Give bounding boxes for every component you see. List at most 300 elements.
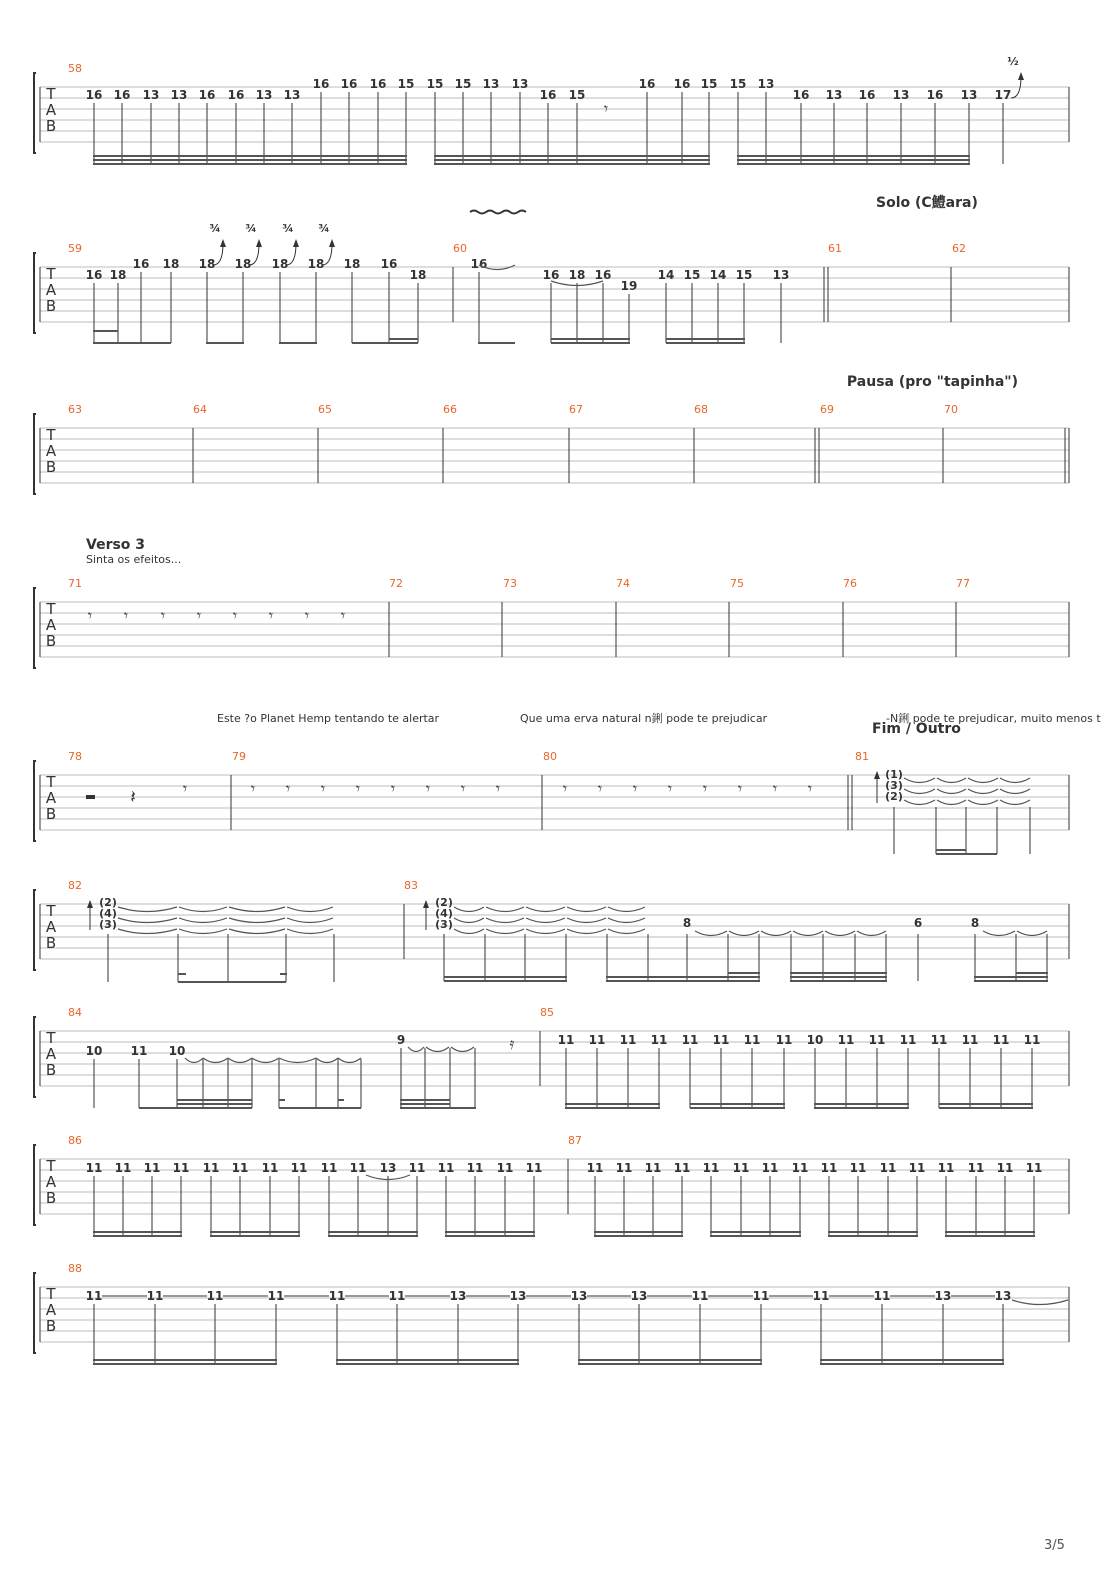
beam xyxy=(578,1363,762,1365)
measure-number: 65 xyxy=(318,403,332,416)
fret-number: 11 xyxy=(849,1161,867,1175)
tab-clef-a: A xyxy=(45,442,57,460)
tie xyxy=(118,929,177,934)
beam xyxy=(666,338,745,340)
tie xyxy=(937,778,966,783)
tie xyxy=(426,1047,449,1052)
fret-number: 13 xyxy=(283,88,301,102)
tie xyxy=(454,918,484,923)
fret-number: 16 xyxy=(380,257,398,271)
measure-number: 59 xyxy=(68,242,82,255)
tab-clef-b: B xyxy=(45,632,57,650)
tie xyxy=(904,778,935,783)
eighth-rest: 𝄾 xyxy=(632,779,638,798)
chord-fret: (3) xyxy=(885,779,903,792)
beam xyxy=(93,1231,182,1233)
fret-number: 11 xyxy=(349,1161,367,1175)
chord-fret: (4) xyxy=(435,907,453,920)
fret-number: 11 xyxy=(172,1161,190,1175)
beam xyxy=(93,155,407,157)
chord-fret: (3) xyxy=(435,918,453,931)
fret-number: 18 xyxy=(307,257,325,271)
fret-number: 11 xyxy=(961,1033,979,1047)
tie xyxy=(287,918,333,923)
fret-number: 11 xyxy=(673,1161,691,1175)
tab-clef-a: A xyxy=(45,101,57,119)
tie xyxy=(1000,778,1030,783)
beam xyxy=(177,1099,252,1101)
beam xyxy=(400,1099,450,1101)
tab-clef-t: T xyxy=(46,426,56,444)
tie xyxy=(454,907,484,912)
measure-number: 77 xyxy=(956,577,970,590)
fret-number: 11 xyxy=(1025,1161,1043,1175)
tie xyxy=(287,929,333,934)
eighth-rest: 𝄾 xyxy=(597,779,603,798)
fret-number: 11 xyxy=(85,1289,103,1303)
tie xyxy=(287,907,333,912)
fret-number: 11 xyxy=(899,1033,917,1047)
fret-number: 18 xyxy=(343,257,361,271)
measure-number: 63 xyxy=(68,403,82,416)
fret-number: 16 xyxy=(113,88,131,102)
fret-number: 15 xyxy=(397,77,415,91)
page-number: 3/5 xyxy=(1044,1538,1065,1553)
beam xyxy=(606,980,760,982)
fret-number: 11 xyxy=(837,1033,855,1047)
beam xyxy=(93,1359,277,1361)
fret-number: 13 xyxy=(994,1289,1012,1303)
tab-clef-a: A xyxy=(45,1173,57,1191)
beam xyxy=(814,1103,909,1105)
fret-number: 16 xyxy=(542,268,560,282)
eighth-rest: 𝄾 xyxy=(603,99,609,118)
tie xyxy=(729,931,759,936)
beam xyxy=(814,1107,909,1109)
eighth-rest: 𝄾 xyxy=(807,779,813,798)
tie xyxy=(904,800,935,805)
fret-number: 11 xyxy=(820,1161,838,1175)
fret-number: 16 xyxy=(85,268,103,282)
eighth-rest: 𝄾 xyxy=(320,779,326,798)
fret-number: 13 xyxy=(892,88,910,102)
beam xyxy=(828,1231,918,1233)
beam xyxy=(939,1107,1033,1109)
beam xyxy=(444,980,567,982)
vibrato-marker xyxy=(470,211,526,214)
tie xyxy=(228,1058,252,1063)
fret-number: 11 xyxy=(761,1161,779,1175)
measure-number: 73 xyxy=(503,577,517,590)
tab-clef-t: T xyxy=(46,600,56,618)
tie xyxy=(1017,931,1047,936)
fret-number: 18 xyxy=(568,268,586,282)
tie xyxy=(118,918,177,923)
chord-fret: (1) xyxy=(885,768,903,781)
fret-number: 16 xyxy=(85,88,103,102)
beam xyxy=(936,853,997,855)
fret-number: 16 xyxy=(312,77,330,91)
measure-number: 80 xyxy=(543,750,557,763)
eighth-rest: 𝄾 xyxy=(268,606,274,625)
tie xyxy=(567,907,606,912)
tie xyxy=(486,907,524,912)
fret-number: 6 xyxy=(913,916,923,930)
beam xyxy=(690,1107,785,1109)
tab-clef-t: T xyxy=(46,1029,56,1047)
tie xyxy=(937,800,966,805)
fret-number: 13 xyxy=(570,1289,588,1303)
eighth-rest: 𝄾 xyxy=(460,779,466,798)
tie xyxy=(526,918,565,923)
beam xyxy=(434,155,710,157)
tie xyxy=(229,929,285,934)
system-bracket xyxy=(34,588,36,668)
tie xyxy=(1000,800,1030,805)
measure-number: 76 xyxy=(843,577,857,590)
beam xyxy=(666,342,745,344)
fret-number: 11 xyxy=(143,1161,161,1175)
fret-number: 11 xyxy=(114,1161,132,1175)
tie xyxy=(451,1047,474,1052)
bend-arrowhead xyxy=(256,239,262,247)
fret-number: 11 xyxy=(691,1289,709,1303)
measure-number: 74 xyxy=(616,577,630,590)
fret-number: 10 xyxy=(168,1044,186,1058)
system-bracket xyxy=(34,890,36,970)
tab-clef-b: B xyxy=(45,805,57,823)
measure-number: 83 xyxy=(404,879,418,892)
tab-clef-b: B xyxy=(45,297,57,315)
measure-number: 67 xyxy=(569,403,583,416)
fret-number: 8 xyxy=(682,916,692,930)
eighth-rest: 𝄾 xyxy=(562,779,568,798)
beam xyxy=(594,1235,683,1237)
beam xyxy=(737,155,970,157)
fret-number: 11 xyxy=(879,1161,897,1175)
fret-number: 11 xyxy=(231,1161,249,1175)
tie xyxy=(454,929,484,934)
eighth-rest: 𝄾 xyxy=(702,779,708,798)
fret-number: 16 xyxy=(638,77,656,91)
fret-number: 16 xyxy=(673,77,691,91)
measure-number: 85 xyxy=(540,1006,554,1019)
beam xyxy=(93,1235,182,1237)
half-rest xyxy=(86,795,95,799)
system-bracket xyxy=(34,1273,36,1353)
fret-number: 18 xyxy=(409,268,427,282)
fret-number: 13 xyxy=(960,88,978,102)
fret-number: 11 xyxy=(320,1161,338,1175)
tie xyxy=(486,929,524,934)
system-bracket xyxy=(34,253,36,333)
tie xyxy=(904,789,935,794)
fret-number: 11 xyxy=(873,1289,891,1303)
fret-number: 11 xyxy=(586,1161,604,1175)
tie xyxy=(526,929,565,934)
tie xyxy=(937,789,966,794)
tie xyxy=(825,931,855,936)
sixteenth-rest: 𝄿 xyxy=(509,1034,515,1053)
beam xyxy=(478,342,515,344)
tie xyxy=(179,907,227,912)
chord-fret: (2) xyxy=(99,896,117,909)
system-bracket xyxy=(34,1145,36,1225)
beam xyxy=(139,1107,252,1109)
tie xyxy=(608,929,645,934)
tab-clef-b: B xyxy=(45,117,57,135)
tab-clef-t: T xyxy=(46,1285,56,1303)
beam xyxy=(93,330,118,332)
fret-number: 11 xyxy=(732,1161,750,1175)
system-bracket xyxy=(34,414,36,494)
beam xyxy=(93,1363,277,1365)
beam xyxy=(280,973,287,975)
tie xyxy=(983,931,1015,936)
fret-number: 11 xyxy=(992,1033,1010,1047)
bend-arrowhead xyxy=(329,239,335,247)
beam xyxy=(828,1235,918,1237)
tie xyxy=(179,929,227,934)
beam xyxy=(551,338,630,340)
fret-number: 11 xyxy=(388,1289,406,1303)
beam xyxy=(178,981,286,983)
section-marker: Solo (C鱧ara) xyxy=(876,195,978,211)
beam xyxy=(820,1359,1004,1361)
section-marker: Fim / Outro xyxy=(872,721,961,737)
fret-number: 15 xyxy=(454,77,472,91)
tie xyxy=(567,929,606,934)
measure-number: 72 xyxy=(389,577,403,590)
beam xyxy=(178,973,186,975)
tie xyxy=(1012,1300,1068,1305)
fret-number: 16 xyxy=(792,88,810,102)
fret-number: 18 xyxy=(109,268,127,282)
fret-number: 13 xyxy=(825,88,843,102)
fret-number: 9 xyxy=(396,1033,406,1047)
bend-arrowhead xyxy=(220,239,226,247)
fret-number: 13 xyxy=(482,77,500,91)
beam xyxy=(578,1359,762,1361)
fret-number: 8 xyxy=(970,916,980,930)
tie xyxy=(408,1047,424,1052)
beam xyxy=(790,972,887,974)
tie xyxy=(968,778,998,783)
beam xyxy=(790,980,887,982)
measure-number: 86 xyxy=(68,1134,82,1147)
beam xyxy=(551,342,630,344)
measure-number: 87 xyxy=(568,1134,582,1147)
fret-number: 11 xyxy=(130,1044,148,1058)
tie xyxy=(203,1058,228,1063)
system-bracket xyxy=(34,761,36,841)
measure-number: 78 xyxy=(68,750,82,763)
fret-number: 16 xyxy=(539,88,557,102)
fret-number: 16 xyxy=(132,257,150,271)
measure-number: 58 xyxy=(68,62,82,75)
eighth-rest: 𝄾 xyxy=(772,779,778,798)
tie xyxy=(185,1058,203,1063)
beam xyxy=(177,1103,252,1105)
fret-number: 11 xyxy=(328,1289,346,1303)
fret-number: 15 xyxy=(426,77,444,91)
fret-number: 11 xyxy=(588,1033,606,1047)
tab-clef-b: B xyxy=(45,1317,57,1335)
tie xyxy=(486,918,524,923)
fret-number: 14 xyxy=(657,268,675,282)
tab-clef-b: B xyxy=(45,1061,57,1079)
fret-number: 18 xyxy=(271,257,289,271)
beam xyxy=(936,849,966,851)
tab-clef-t: T xyxy=(46,265,56,283)
tie xyxy=(695,931,727,936)
beam xyxy=(389,338,418,340)
beam xyxy=(939,1103,1033,1105)
measure-number: 64 xyxy=(193,403,207,416)
beam xyxy=(565,1107,660,1109)
beam xyxy=(434,163,710,165)
fret-number: 15 xyxy=(700,77,718,91)
tie xyxy=(229,907,285,912)
beam xyxy=(710,1231,801,1233)
beam xyxy=(974,980,1048,982)
fret-number: 11 xyxy=(644,1161,662,1175)
beam xyxy=(434,159,710,161)
beam xyxy=(565,1103,660,1105)
beam xyxy=(1016,972,1048,974)
measure-number: 75 xyxy=(730,577,744,590)
eighth-rest: 𝄾 xyxy=(196,606,202,625)
eighth-rest: 𝄾 xyxy=(495,779,501,798)
eighth-rest: 𝄾 xyxy=(160,606,166,625)
fret-number: 13 xyxy=(449,1289,467,1303)
fret-number: 11 xyxy=(206,1289,224,1303)
chord-fret: (2) xyxy=(885,790,903,803)
eighth-rest: 𝄾 xyxy=(355,779,361,798)
measure-number: 84 xyxy=(68,1006,82,1019)
fret-number: 10 xyxy=(806,1033,824,1047)
lyric: Sinta os efeitos... xyxy=(86,553,182,566)
fret-number: 13 xyxy=(142,88,160,102)
fret-number: 11 xyxy=(615,1161,633,1175)
fret-number: 16 xyxy=(198,88,216,102)
chord-fret: (3) xyxy=(99,918,117,931)
beam xyxy=(594,1231,683,1233)
beam xyxy=(728,972,760,974)
beam xyxy=(338,1099,344,1101)
fret-number: 11 xyxy=(812,1289,830,1303)
bend-amount: ¾ xyxy=(245,222,257,235)
chord-fret: (2) xyxy=(435,896,453,909)
eighth-rest: 𝄾 xyxy=(123,606,129,625)
lyric: Este ?o Planet Hemp tentando te alertar xyxy=(217,712,440,725)
fret-number: 13 xyxy=(772,268,790,282)
section-marker: Pausa (pro "tapinha") xyxy=(846,374,1018,390)
tie xyxy=(526,907,565,912)
beam xyxy=(974,976,1048,978)
beam xyxy=(210,1235,300,1237)
tab-clef-a: A xyxy=(45,1045,57,1063)
beam xyxy=(210,1231,300,1233)
measure-number: 60 xyxy=(453,242,467,255)
tab-clef-a: A xyxy=(45,616,57,634)
fret-number: 16 xyxy=(470,257,488,271)
tab-clef-b: B xyxy=(45,458,57,476)
fret-number: 16 xyxy=(340,77,358,91)
eighth-rest: 𝄾 xyxy=(737,779,743,798)
tab-clef-t: T xyxy=(46,773,56,791)
beam xyxy=(737,159,970,161)
eighth-rest: 𝄾 xyxy=(425,779,431,798)
measure-number: 82 xyxy=(68,879,82,892)
tie xyxy=(229,918,285,923)
beam xyxy=(606,976,760,978)
beam xyxy=(336,1363,519,1365)
eighth-rest: 𝄾 xyxy=(250,779,256,798)
eighth-rest: 𝄾 xyxy=(182,779,188,798)
fret-number: 13 xyxy=(255,88,273,102)
beam xyxy=(945,1231,1035,1233)
fret-number: 11 xyxy=(496,1161,514,1175)
beam xyxy=(206,342,244,344)
fret-number: 16 xyxy=(926,88,944,102)
lyric: -N鋓 pode te prejudicar, muito menos t xyxy=(886,712,1101,725)
fret-number: 16 xyxy=(858,88,876,102)
beam xyxy=(400,1107,476,1109)
fret-number: 13 xyxy=(934,1289,952,1303)
beam xyxy=(93,159,407,161)
beam xyxy=(352,342,418,344)
fret-number: 18 xyxy=(162,257,180,271)
fret-number: 13 xyxy=(630,1289,648,1303)
fret-number: 15 xyxy=(735,268,753,282)
bend-arrowhead xyxy=(1018,72,1024,80)
lyric: Que uma erva natural n鋓 pode te prejudicar xyxy=(520,712,768,725)
fret-number: 11 xyxy=(466,1161,484,1175)
measure-number: 69 xyxy=(820,403,834,416)
fret-number: 11 xyxy=(712,1033,730,1047)
fret-number: 11 xyxy=(930,1033,948,1047)
beam xyxy=(445,1231,535,1233)
beam xyxy=(93,342,171,344)
bend-amount: ¾ xyxy=(282,222,294,235)
fret-number: 11 xyxy=(650,1033,668,1047)
fret-number: 14 xyxy=(709,268,727,282)
fret-number: 11 xyxy=(775,1033,793,1047)
measure-number: 71 xyxy=(68,577,82,590)
tab-clef-b: B xyxy=(45,934,57,952)
fret-number: 11 xyxy=(267,1289,285,1303)
tab-clef-a: A xyxy=(45,789,57,807)
beam xyxy=(820,1363,1004,1365)
fret-number: 11 xyxy=(743,1033,761,1047)
tab-clef-t: T xyxy=(46,1157,56,1175)
measure-number: 66 xyxy=(443,403,457,416)
beam xyxy=(279,342,317,344)
tie xyxy=(968,789,998,794)
fret-number: 11 xyxy=(146,1289,164,1303)
tie xyxy=(179,918,227,923)
fret-number: 16 xyxy=(227,88,245,102)
tab-clef-t: T xyxy=(46,902,56,920)
beam xyxy=(690,1103,785,1105)
system-bracket xyxy=(34,73,36,153)
tie xyxy=(857,931,886,936)
tie xyxy=(118,907,177,912)
tie xyxy=(279,1058,316,1063)
eighth-rest: 𝄾 xyxy=(87,606,93,625)
fret-number: 11 xyxy=(937,1161,955,1175)
